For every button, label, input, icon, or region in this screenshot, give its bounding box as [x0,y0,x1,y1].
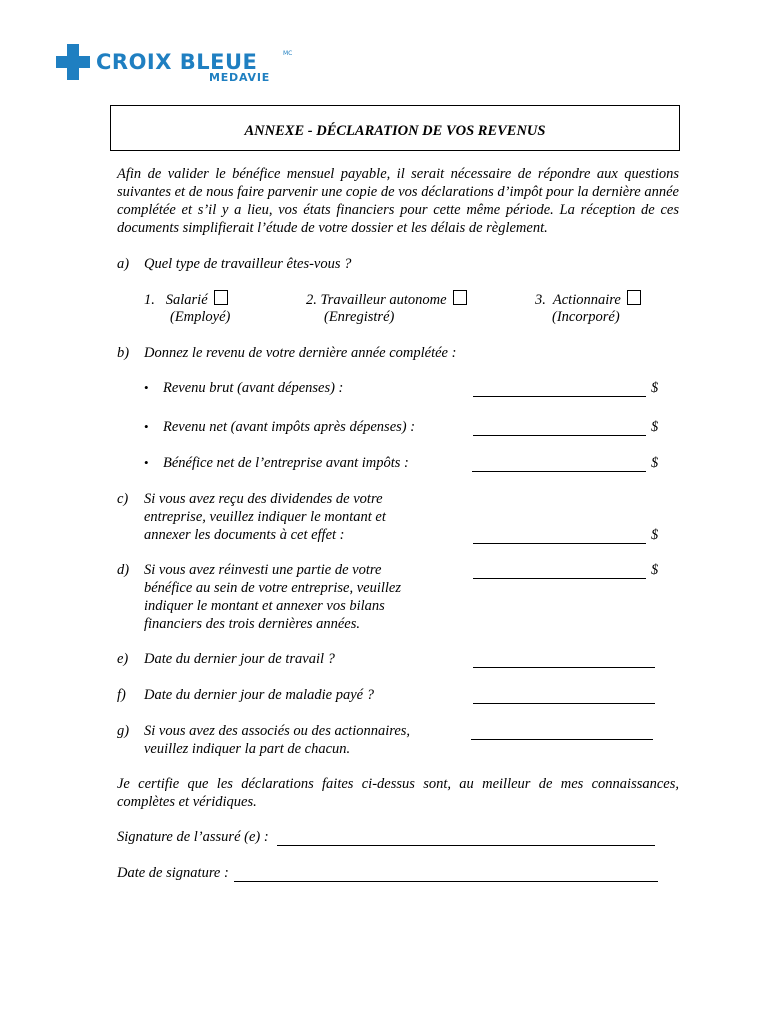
question-f-text: Date du dernier jour de maladie payé ? [144,687,374,703]
benefice-net-dollar: $ [651,455,659,471]
question-c-line-1: Si vous avez reçu des dividendes de votre [144,491,383,507]
option-3-checkbox[interactable] [627,290,641,305]
question-c-letter: c) [117,491,129,507]
reinvesti-dollar: $ [651,562,659,578]
logo-subtitle: MEDAVIE [209,71,271,84]
option-2-num: 2. [306,292,317,308]
certification-statement: Je certifie que les déclarations faites ci-dessus sont, au meilleur de mes connaissances, complètes et véridiques. [117,776,679,810]
logo-trademark: MC [283,50,293,57]
option-3-sub: (Incorporé) [552,309,620,325]
question-a-letter: a) [117,256,130,272]
option-2 [306,290,467,309]
reinvesti-field[interactable] [473,578,646,579]
option-1 [144,290,228,309]
question-d-line-2: bénéfice au sein de votre entreprise, veuillez [144,580,402,596]
option-1-sub: (Employé) [170,309,231,325]
question-e-text: Date du dernier jour de travail ? [144,651,335,667]
page-title: ANNEXE - DÉCLARATION DE VOS REVENUS [244,123,546,139]
intro-paragraph: Afin de valider le bénéfice mensuel payable, il serait nécessaire de répondre aux questions suivantes et de nous faire parvenir une copie de vos déclarations d’impôt pour la dernière année complétée et s’il y a lieu, vos états financiers pour cette même période. La réception de ces documents simplifierait l’étude de votre dossier et les délais de règlement. [117,166,679,236]
revenu-brut-label: Revenu brut (avant dépenses) : [163,380,344,396]
cross-icon [56,44,90,80]
question-b-letter: b) [117,345,130,361]
option-3 [535,290,641,309]
page-title-box [110,105,680,151]
dernier-jour-maladie-field[interactable] [473,703,655,704]
logo-name: CROIX BLEUE [96,50,258,74]
date-signature-field[interactable] [234,881,658,882]
croix-bleue-logo [56,44,296,84]
bullet-icon: • [144,380,149,395]
option-2-checkbox[interactable] [453,290,467,305]
question-d-line-1: Si vous avez réinvesti une partie de votre [144,562,382,578]
question-g-letter: g) [117,723,130,739]
question-e-letter: e) [117,651,129,667]
option-2-sub: (Enregistré) [324,309,395,325]
signature-field[interactable] [277,845,655,846]
signature-label: Signature de l’assuré (e) : [117,829,269,845]
dividendes-field[interactable] [473,543,646,544]
option-1-num: 1. [144,292,155,308]
revenu-net-dollar: $ [651,419,659,435]
option-2-label: Travailleur autonome [320,292,447,308]
revenu-brut-dollar: $ [651,380,659,396]
benefice-net-label: Bénéfice net de l’entreprise avant impôts : [163,455,409,471]
option-1-label: Salarié [165,292,208,308]
revenu-net-field[interactable] [473,435,646,436]
question-f-letter: f) [117,687,126,703]
dernier-jour-travail-field[interactable] [473,667,655,668]
question-d-line-4: financiers des trois dernières années. [144,616,360,632]
revenu-net-label: Revenu net (avant impôts après dépenses) : [163,419,416,435]
question-a-text: Quel type de travailleur êtes-vous ? [144,256,352,272]
question-c-line-2: entreprise, veuillez indiquer le montant et [144,509,386,525]
bullet-icon: • [144,455,149,470]
question-d-line-3: indiquer le montant et annexer vos bilans [144,598,385,614]
question-g-line-1: Si vous avez des associés ou des actionnaires, [144,723,411,739]
option-3-label: Actionnaire [552,292,621,308]
revenu-brut-field[interactable] [473,396,646,397]
date-signature-label: Date de signature : [117,865,229,881]
option-3-num: 3. [535,292,546,308]
benefice-net-field[interactable] [472,471,646,472]
option-1-checkbox[interactable] [214,290,228,305]
question-g-line-2: veuillez indiquer la part de chacun. [144,741,351,757]
part-associes-field[interactable] [471,739,653,740]
question-d-letter: d) [117,562,130,578]
question-c-line-3: annexer les documents à cet effet : [144,527,345,543]
bullet-icon: • [144,419,149,434]
dividendes-dollar: $ [651,527,659,543]
question-b-text: Donnez le revenu de votre dernière année complétée : [144,345,457,361]
